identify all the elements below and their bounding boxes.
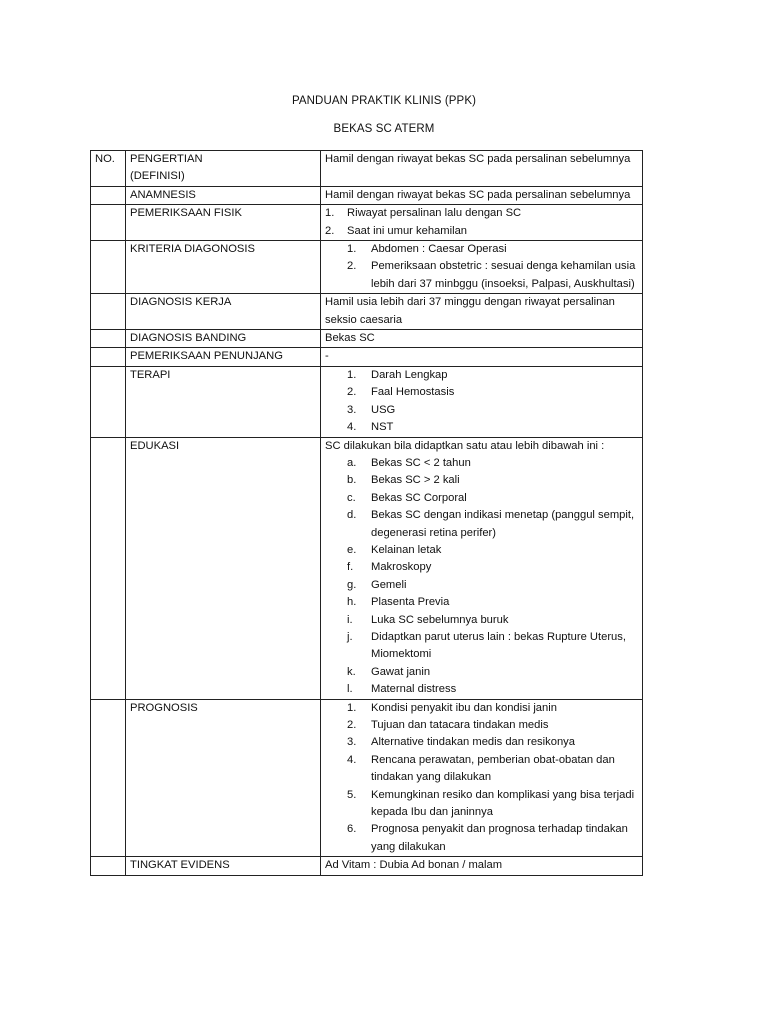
row-label: DIAGNOSIS BANDING bbox=[130, 332, 247, 345]
list-marker: 2. bbox=[347, 386, 357, 399]
list-item-text: Kemungkinan resiko dan komplikasi yang bisa terjadi kepada Ibu dan janinnya bbox=[371, 788, 635, 819]
list-item bbox=[325, 419, 638, 436]
no-cell bbox=[91, 205, 126, 241]
list-item-text: Tujuan dan tatacara tindakan medis bbox=[371, 719, 549, 731]
row-text: Bekas SC bbox=[325, 332, 375, 345]
list-marker: e. bbox=[347, 543, 357, 556]
no-cell bbox=[91, 330, 126, 348]
list-item-text: Bekas SC < 2 tahun bbox=[371, 456, 471, 469]
ppk-table-body bbox=[91, 151, 643, 876]
row-label-cell bbox=[126, 366, 321, 437]
row-label: (DEFINISI) bbox=[130, 170, 185, 183]
table-row bbox=[91, 205, 643, 241]
item-list bbox=[325, 455, 638, 699]
list-marker: f. bbox=[347, 561, 354, 574]
list-item bbox=[325, 594, 638, 611]
list-item-text: Rencana perawatan, pemberian obat-obatan dan tindakan yang dilakukan bbox=[371, 753, 615, 784]
row-text: Hamil dengan riwayat bekas SC pada persalinan sebelumnya bbox=[325, 153, 631, 165]
table-row bbox=[91, 857, 643, 875]
list-item-text: Bekas SC > 2 kali bbox=[371, 474, 460, 487]
list-item bbox=[325, 205, 638, 222]
row-label-cell bbox=[126, 330, 321, 348]
list-item bbox=[325, 629, 638, 664]
row-label: PROGNOSIS bbox=[130, 701, 198, 714]
list-item bbox=[325, 472, 638, 489]
row-label-cell bbox=[126, 241, 321, 294]
row-content-cell bbox=[321, 699, 643, 857]
table-row bbox=[91, 437, 643, 699]
table-row bbox=[91, 151, 643, 187]
list-marker: 1. bbox=[347, 368, 357, 381]
table-row bbox=[91, 699, 643, 857]
row-label-cell bbox=[126, 294, 321, 330]
row-label: TINGKAT EVIDENS bbox=[130, 859, 230, 872]
table-row bbox=[91, 186, 643, 204]
no-cell bbox=[91, 186, 126, 204]
row-text: SC dilakukan bila didaptkan satu atau lebih dibawah ini : bbox=[325, 439, 605, 452]
list-item-text: Kelainan letak bbox=[371, 543, 442, 556]
row-label-cell bbox=[126, 699, 321, 857]
list-marker: 1. bbox=[347, 243, 357, 256]
row-text: Hamil dengan riwayat bekas SC pada persalinan sebelumnya bbox=[325, 188, 631, 201]
list-item bbox=[325, 223, 638, 240]
row-content-cell bbox=[321, 151, 643, 187]
list-marker: 2. bbox=[325, 224, 335, 237]
row-label-cell bbox=[126, 348, 321, 366]
row-label-cell bbox=[126, 151, 321, 187]
list-item bbox=[325, 681, 638, 698]
list-marker: l. bbox=[347, 683, 353, 696]
item-list bbox=[325, 241, 638, 293]
list-marker: 2. bbox=[347, 719, 357, 731]
no-cell bbox=[91, 699, 126, 857]
item-list bbox=[325, 367, 638, 437]
list-marker: j. bbox=[347, 630, 353, 643]
row-content-cell bbox=[321, 366, 643, 437]
list-item-text: Faal Hemostasis bbox=[371, 386, 455, 399]
table-row bbox=[91, 330, 643, 348]
list-marker: d. bbox=[347, 509, 357, 522]
list-marker: b. bbox=[347, 474, 357, 487]
list-item-text: Pemeriksaan obstetric : sesuai denga kehamilan usia lebih dari 37 minbggu (insoeksi, Palpasi, Auskhultasi) bbox=[371, 260, 636, 290]
list-item bbox=[325, 559, 638, 576]
row-content-cell bbox=[321, 857, 643, 875]
no-cell bbox=[91, 857, 126, 875]
row-label: KRITERIA DIAGONOSIS bbox=[130, 243, 255, 256]
list-item-text: Bekas SC dengan indikasi menetap (panggul sempit, degenerasi retina perifer) bbox=[371, 509, 635, 539]
list-marker: h. bbox=[347, 596, 357, 609]
row-content-cell bbox=[321, 294, 643, 330]
list-marker: 1. bbox=[325, 207, 335, 220]
row-text: - bbox=[325, 350, 329, 363]
list-item bbox=[325, 258, 638, 293]
list-item-text: Didaptkan parut uterus lain : bekas Rupture Uterus, Miomektomi bbox=[371, 630, 626, 661]
no-cell bbox=[91, 294, 126, 330]
document-subtitle: BEKAS SC ATERM bbox=[333, 123, 435, 135]
list-item-text: Abdomen : Caesar Operasi bbox=[371, 243, 507, 256]
list-item-text: Prognosa penyakit dan prognosa terhadap tindakan yang dilakukan bbox=[371, 823, 628, 853]
row-text: Hamil usia lebih dari 37 minggu dengan riwayat persalinan seksio caesaria bbox=[325, 296, 615, 326]
list-item bbox=[325, 717, 638, 734]
list-item bbox=[325, 700, 638, 717]
item-list bbox=[325, 205, 638, 240]
list-marker: k. bbox=[347, 665, 356, 678]
list-item bbox=[325, 821, 638, 856]
list-item bbox=[325, 384, 638, 401]
no-cell bbox=[91, 241, 126, 294]
list-item bbox=[325, 402, 638, 419]
list-marker: 1. bbox=[347, 701, 357, 714]
table-row bbox=[91, 366, 643, 437]
list-item bbox=[325, 455, 638, 472]
list-item-text: Gemeli bbox=[371, 578, 407, 591]
list-item bbox=[325, 490, 638, 507]
row-content-cell bbox=[321, 330, 643, 348]
list-item bbox=[325, 787, 638, 822]
ppk-table bbox=[90, 150, 643, 876]
row-label: ANAMNESIS bbox=[130, 188, 196, 201]
list-marker: 6. bbox=[347, 823, 357, 836]
list-item-text: Plasenta Previa bbox=[371, 596, 450, 609]
list-item-text: Darah Lengkap bbox=[371, 368, 448, 381]
list-item bbox=[325, 507, 638, 542]
list-item-text: Gawat janin bbox=[371, 665, 431, 678]
no-cell bbox=[91, 366, 126, 437]
list-marker: i. bbox=[347, 613, 353, 626]
row-label-cell bbox=[126, 205, 321, 241]
list-marker: a. bbox=[347, 456, 357, 469]
table-row bbox=[91, 348, 643, 366]
table-row bbox=[91, 294, 643, 330]
no-cell bbox=[91, 437, 126, 699]
row-label: EDUKASI bbox=[130, 439, 180, 452]
list-item-text: USG bbox=[371, 403, 396, 416]
list-item bbox=[325, 577, 638, 594]
list-marker: 5. bbox=[347, 788, 357, 801]
row-text: Ad Vitam : Dubia Ad bonan / malam bbox=[325, 859, 503, 872]
list-marker: 2. bbox=[347, 260, 357, 273]
list-item bbox=[325, 664, 638, 681]
list-item bbox=[325, 542, 638, 559]
list-marker: 3. bbox=[347, 403, 357, 416]
list-item-text: Luka SC sebelumnya buruk bbox=[371, 613, 509, 626]
list-item bbox=[325, 612, 638, 629]
no-header-cell: NO. bbox=[91, 151, 126, 187]
row-content-cell bbox=[321, 348, 643, 366]
item-list bbox=[325, 700, 638, 857]
row-content-cell bbox=[321, 241, 643, 294]
list-item-text: NST bbox=[371, 421, 394, 434]
list-item-text: Kondisi penyakit ibu dan kondisi janin bbox=[371, 701, 557, 714]
list-marker: 4. bbox=[347, 421, 357, 434]
list-item-text: Maternal distress bbox=[371, 683, 457, 696]
list-item bbox=[325, 241, 638, 258]
row-label: PENGERTIAN bbox=[130, 153, 203, 165]
list-marker: 4. bbox=[347, 753, 357, 766]
row-label-cell bbox=[126, 857, 321, 875]
list-item-text: Bekas SC Corporal bbox=[371, 491, 467, 504]
document-title: PANDUAN PRAKTIK KLINIS (PPK) bbox=[291, 95, 477, 107]
list-item-text: Saat ini umur kehamilan bbox=[347, 224, 468, 237]
row-label-cell bbox=[126, 437, 321, 699]
row-content-cell bbox=[321, 205, 643, 241]
row-label: TERAPI bbox=[130, 368, 171, 381]
table-row bbox=[91, 241, 643, 294]
row-label-cell bbox=[126, 186, 321, 204]
list-item bbox=[325, 734, 638, 751]
row-label: DIAGNOSIS KERJA bbox=[130, 296, 232, 309]
list-marker: g. bbox=[347, 578, 357, 591]
list-marker: 3. bbox=[347, 736, 357, 749]
list-item-text: Makroskopy bbox=[371, 561, 432, 574]
row-label: PEMERIKSAAN FISIK bbox=[130, 207, 242, 220]
row-content-cell bbox=[321, 437, 643, 699]
list-marker: c. bbox=[347, 491, 356, 504]
list-item-text: Alternative tindakan medis dan resikonya bbox=[371, 736, 575, 749]
list-item bbox=[325, 752, 638, 787]
row-content-cell bbox=[321, 186, 643, 204]
list-item bbox=[325, 367, 638, 384]
row-label: PEMERIKSAAN PENUNJANG bbox=[130, 350, 283, 363]
list-item-text: Riwayat persalinan lalu dengan SC bbox=[347, 207, 522, 220]
no-cell bbox=[91, 348, 126, 366]
